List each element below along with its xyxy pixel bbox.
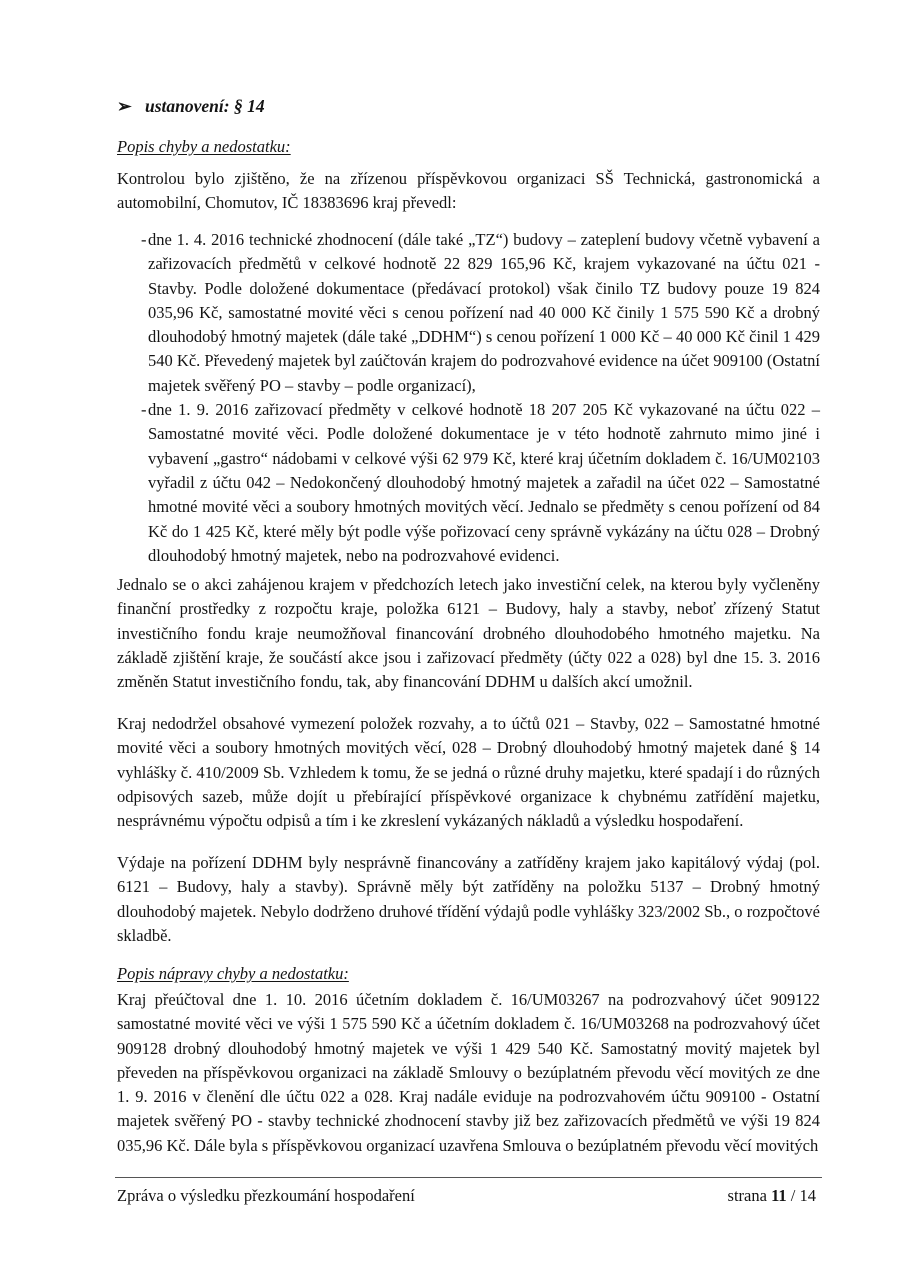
footer-page-number: [728, 1186, 816, 1206]
page-total: 14: [799, 1186, 816, 1205]
page-current: 11: [771, 1186, 787, 1205]
footer-divider: [115, 1177, 822, 1178]
arrow-bullet-icon: ➢: [117, 96, 132, 116]
defect-paragraph-investment: Jednalo se o akci zahájenou krajem v předchozích letech jako investiční celek, na kterou byly vyčleněny finanční prostředky z rozpočtu kraje, položka 6121 – Budovy, haly a stavby, neboť zřízený Statut investičního fondu kraje neumožňoval financování drobného dlouhodobého hmotného majetku. Na základě zjištění kraje, že součástí akce jsou i zařizovací předměty (účty 022 a 028) byl dne 15. 3. 2016 změněn Statut investičního fondu, tak, aby financování DDHM u dalších akcí umožnil.: [117, 575, 820, 692]
page-separator: /: [786, 1186, 800, 1205]
dash-bullet-icon: -: [141, 400, 147, 420]
list-item: [117, 398, 820, 568]
section-heading-text: ustanovení: § 14: [145, 96, 265, 116]
defect-subheading: Popis chyby a nedostatku:: [117, 137, 291, 156]
dash-bullet-icon: -: [141, 230, 147, 249]
defect-paragraph-balance-sheet: Kraj nedodržel obsahové vymezení položek rozvahy, a to účtů 021 – Stavby, 022 – Samostatné hmotné movité věci a soubory hmotných movitých věcí, 028 – Drobný dlouhodobý hmotný majetek dané § 14 vyhlášky č. 410/2009 Sb. Vzhledem k tomu, že se jedná o různé druhy majetku, které spadají i do různých odpisových sazeb, může dojít u přebírající příspěvkové organizace k chybnému zatřídění majetku, nesprávnému výpočtu odpisů a tím i ke zkreslení vykázaných nákladů a výsledku hospodaření.: [117, 714, 820, 831]
defect-bullet-list: [117, 228, 820, 568]
page-prefix: strana: [727, 1186, 772, 1205]
bullet-text: dne 1. 9. 2016 zařizovací předměty v celkové hodnotě 18 207 205 Kč vykazované na účtu 022 – Samostatné movité věci. Podle doložené dokumentace je v této hodnotě zahrnuto mimo jiné i vybavení „gastro“ nádobami v celkové výši 62 979 Kč, které kraj účetním dokladem č. 16/UM02103 vyřadil z účtu 042 – Nedokončený dlouhodobý hmotný majetek a zařadil na účet 022 – Samostatné hmotné movité věci a soubory hmotných movitých věcí. Jednalo se předměty s cenou pořízení od 84 Kč do 1 425 Kč, které měly být podle výše pořizovací ceny správně vykázány na účtu 028 – Drobný dlouhodobý hmotný majetek, nebo na podrozvahové evidenci.: [148, 400, 820, 565]
defect-intro-paragraph: Kontrolou bylo zjištěno, že na zřízenou příspěvkovou organizaci SŠ Technická, gastronomická a automobilní, Chomutov, IČ 18383696 kraj převedl:: [117, 169, 820, 213]
bullet-text: dne 1. 4. 2016 technické zhodnocení (dále také „TZ“) budovy – zateplení budovy včetně vybavení a zařizovacích předmětů v celkové hodnotě 22 829 165,96 Kč, krajem vykazované na účtu 021 - Stavby. Podle doložené dokumentace (předávací protokol) však činilo TZ budovy pouze 19 824 035,96 Kč, samostatné movité věci s cenou pořízení nad 40 000 Kč činily 1 575 590 Kč a drobný dlouhodobý hmotný majetek (dále také „DDHM“) s cenou pořízení 1 000 Kč – 40 000 Kč činil 1 429 540 Kč. Převedený majetek byl zaúčtován krajem do podrozvahové evidence na účet 909100 (Ostatní majetek svěřený PO – stavby – podle organizací),: [148, 230, 820, 395]
section-heading: [117, 96, 265, 117]
defect-paragraph-expenditure: Výdaje na pořízení DDHM byly nesprávně financovány a zatříděny krajem jako kapitálový výdaj (pol. 6121 – Budovy, haly a stavby). Správně měly být zatříděny na položku 5137 – Drobný hmotný dlouhodobý majetek. Nebylo dodrženo druhové třídění výdajů podle vyhlášky 323/2002 Sb., o rozpočtové skladbě.: [117, 853, 820, 945]
footer-report-title: Zpráva o výsledku přezkoumání hospodaření: [117, 1186, 415, 1205]
list-item: [117, 228, 820, 398]
remedy-paragraph: Kraj přeúčtoval dne 1. 10. 2016 účetním dokladem č. 16/UM03267 na podrozvahový účet 909122 samostatné movité věci ve výši 1 575 590 Kč a účetním dokladem č. 16/UM03268 na podrozvahový účet 909128 drobný dlouhodobý hmotný majetek ve výši 1 429 540 Kč. Samostatný movitý majetek byl převeden na příspěvkovou organizaci na základě Smlouvy o bezúplatném převodu věcí movitých ze dne 1. 9. 2016 v členění dle účtu 022 a 028. Kraj nadále eviduje na podrozvahovém účtu 909100 - Ostatní majetek svěřený PO - stavby technické zhodnocení stavby již bez zařizovacích předmětů ve výši 19 824 035,96 Kč. Dále byla s příspěvkovou organizací uzavřena Smlouva o bezúplatném převodu věcí movitých: [117, 990, 820, 1155]
remedy-subheading: Popis nápravy chyby a nedostatku:: [117, 964, 349, 983]
